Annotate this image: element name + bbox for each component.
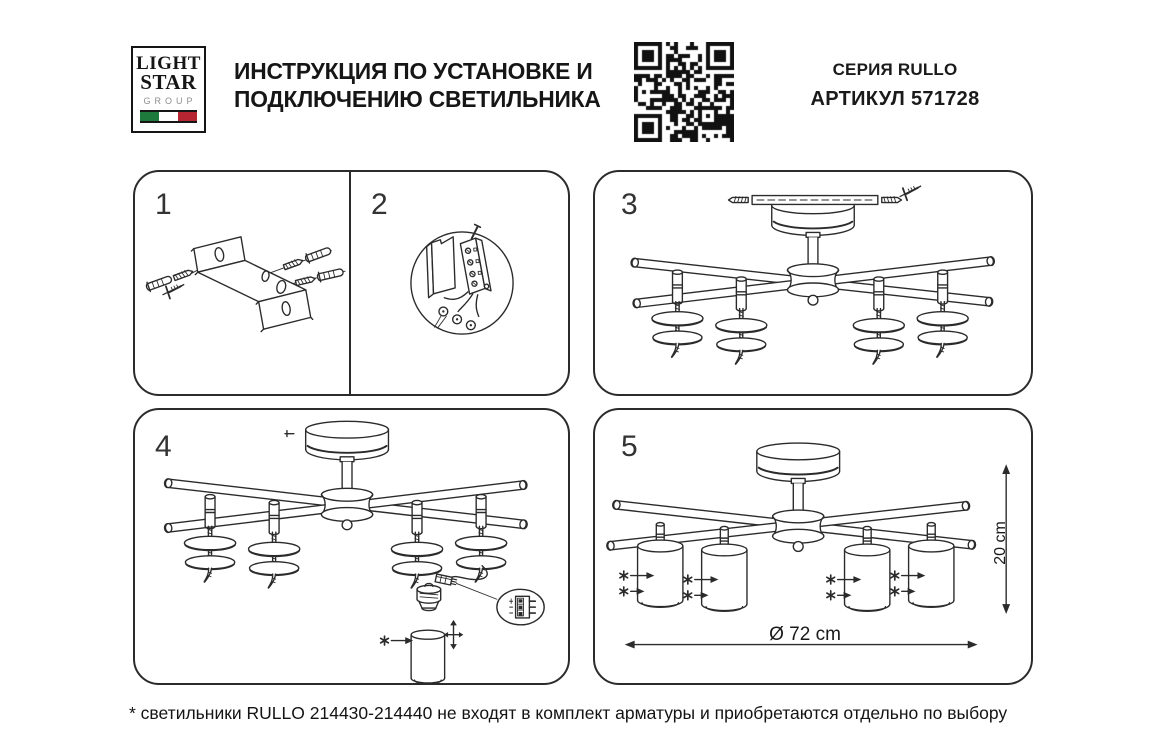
- terminal-detail-circle: [497, 589, 544, 624]
- logo-star-text: STAR: [140, 70, 197, 95]
- step1-number: 1: [155, 188, 172, 221]
- lamp-shade: [411, 630, 445, 683]
- step3-drawing: [595, 172, 1031, 394]
- step5-number: 5: [621, 430, 638, 463]
- logo-group-text: GROUP: [143, 95, 197, 106]
- asterisk-arrow: [381, 636, 413, 645]
- italian-flag-bar: [140, 110, 197, 123]
- series-label: СЕРИЯ RULLO: [832, 60, 958, 79]
- step2-wiring-drawing: [411, 223, 513, 334]
- footnote: * светильники RULLO 214430-214440 не входят в комплект арматуры и приобретаются отдельно по выбору: [129, 703, 1008, 723]
- lamp-connector: [417, 583, 441, 610]
- step-box-4: [133, 408, 570, 685]
- step4-drawing: [135, 410, 568, 683]
- step-box-3: [593, 170, 1033, 396]
- page-title: [234, 57, 601, 113]
- page-title-line1: ИНСТРУКЦИЯ ПО УСТАНОВКЕ И: [234, 58, 593, 84]
- panel-divider: [349, 172, 351, 394]
- step1-step2-drawing: [135, 172, 568, 394]
- ceiling-mount-bar: [729, 184, 924, 205]
- canopy-and-hub: [757, 443, 840, 551]
- step-box-1-2: [133, 170, 570, 396]
- logo-light-text: LIGHT: [136, 53, 201, 74]
- product-info: [795, 60, 995, 111]
- diameter-dimension-label: Ø 72 cm: [769, 624, 841, 645]
- step-box-5: [593, 408, 1033, 685]
- qr-code: [634, 42, 734, 142]
- step3-number: 3: [621, 188, 638, 221]
- step4-number: 4: [155, 430, 172, 463]
- wire-to-connector: [435, 566, 497, 600]
- wall-plug-screw-upper-right: [283, 246, 332, 270]
- plug: [435, 574, 457, 586]
- page-title-line2: ПОДКЛЮЧЕНИЮ СВЕТИЛЬНИКА: [234, 86, 601, 112]
- step1-bracket-drawing: [145, 237, 345, 332]
- height-dimension-label: 20 cm: [992, 521, 1009, 565]
- lightstar-logo: [131, 46, 206, 133]
- wall-plug-screw-left: [145, 268, 193, 292]
- wall-plug-screw-lower-right: [295, 267, 344, 286]
- article-label: АРТИКУЛ 571728: [810, 88, 980, 110]
- step2-number: 2: [371, 188, 388, 221]
- move-direction-icon: [444, 620, 464, 650]
- mounting-bracket: [191, 237, 312, 332]
